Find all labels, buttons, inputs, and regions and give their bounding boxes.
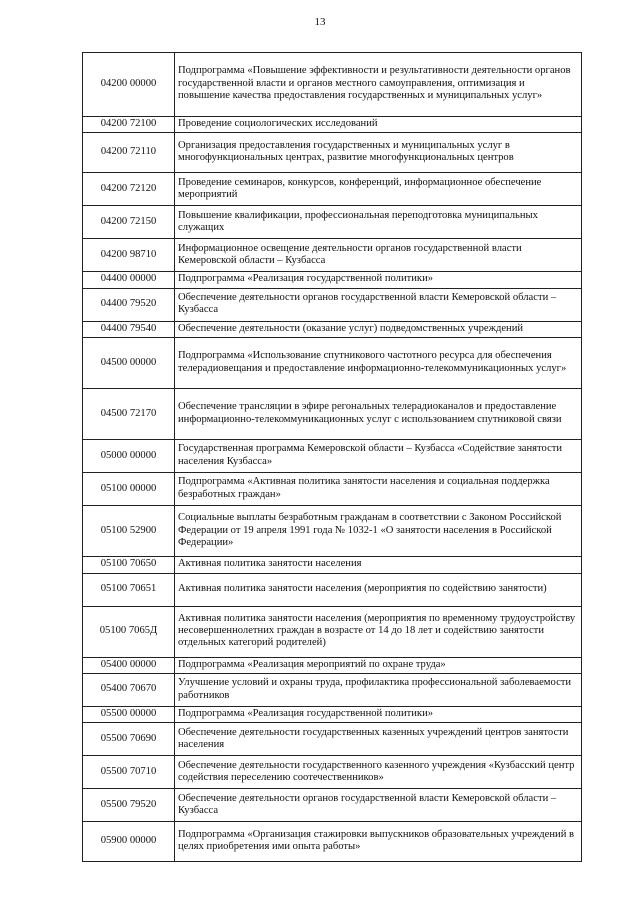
table-row [83,272,582,288]
row-code: 04500 72170 [83,389,175,440]
row-description: Подпрограмма «Организация стажировки выпускников образовательных учреждений в целях приобретения ими опыта работы» [175,822,582,862]
row-code: 05400 70670 [83,674,175,707]
row-description: Проведение социологических исследований [175,117,582,133]
row-code: 04500 00000 [83,338,175,389]
table-row [83,173,582,206]
row-description: Подпрограмма «Реализация государственной политики» [175,707,582,723]
row-description: Обеспечение деятельности органов государственной власти Кемеровской области – Кузбасса [175,789,582,822]
row-code: 05500 70690 [83,723,175,756]
table-row [83,321,582,337]
table-row [83,133,582,173]
row-code: 05500 00000 [83,707,175,723]
row-code: 05100 00000 [83,473,175,506]
row-code: 05400 00000 [83,657,175,673]
table-row [83,288,582,321]
row-description: Улучшение условий и охраны труда, профилактика профессиональной заболеваемости работников [175,674,582,707]
row-code: 05500 79520 [83,789,175,822]
row-description: Подпрограмма «Реализация государственной политики» [175,272,582,288]
row-code: 04200 72110 [83,133,175,173]
row-code: 05900 00000 [83,822,175,862]
table-row [83,506,582,557]
row-code: 05500 70710 [83,756,175,789]
table-row [83,389,582,440]
table-row [83,117,582,133]
row-code: 04400 00000 [83,272,175,288]
row-code: 04200 72100 [83,117,175,133]
row-description: Активная политика занятости населения [175,557,582,573]
table-row [83,206,582,239]
row-code: 04200 98710 [83,239,175,272]
row-description: Обеспечение деятельности государственного казенного учреждения «Кузбасский центр содействия переселению соотечественников» [175,756,582,789]
row-code: 05100 70650 [83,557,175,573]
table-row [83,822,582,862]
row-description: Подпрограмма «Активная политика занятости населения и социальная поддержка безработных граждан» [175,473,582,506]
table-row [83,338,582,389]
row-code: 05100 52900 [83,506,175,557]
table-row [83,440,582,473]
row-code: 05100 70651 [83,573,175,606]
row-code: 04400 79520 [83,288,175,321]
row-description: Обеспечение деятельности органов государственной власти Кемеровской области – Кузбасса [175,288,582,321]
row-description: Подпрограмма «Повышение эффективности и результативности деятельности органов государственной власти и органов местного самоуправления, оптимизация и повышение качества предоставления государственных и муниципальных услуг» [175,53,582,117]
table-row [83,707,582,723]
row-description: Проведение семинаров, конкурсов, конференций, информационное обеспечение мероприятий [175,173,582,206]
row-description: Подпрограмма «Реализация мероприятий по охране труда» [175,657,582,673]
table-row [83,239,582,272]
table-row [83,53,582,117]
table-row [83,657,582,673]
row-description: Обеспечение трансляции в эфире регональных телерадиоканалов и предоставление информационно-телекоммуникационных услуг с использованием спутниковой связи [175,389,582,440]
row-code: 05000 00000 [83,440,175,473]
row-description: Обеспечение деятельности (оказание услуг) подведомственных учреждений [175,321,582,337]
row-description: Информационное освещение деятельности органов государственной власти Кемеровской области – Кузбасса [175,239,582,272]
row-description: Социальные выплаты безработным гражданам в соответствии с Законом Российской Федерации от 19 апреля 1991 года № 1032-1 «О занятости населения в Российской Федерации» [175,506,582,557]
table-row [83,674,582,707]
table-row [83,557,582,573]
row-code: 05100 7065Д [83,606,175,657]
row-description: Активная политика занятости населения (мероприятия по временному трудоустройству несовершеннолетних граждан в возрасте от 14 до 18 лет и содействию занятости отдельных категорий родителей) [175,606,582,657]
row-code: 04200 72120 [83,173,175,206]
row-code: 04400 79540 [83,321,175,337]
page-number: 13 [314,16,326,28]
table-row [83,723,582,756]
table-row [83,606,582,657]
table-row [83,789,582,822]
table-row [83,573,582,606]
row-code: 04200 00000 [83,53,175,117]
budget-code-table [82,52,582,862]
row-description: Обеспечение деятельности государственных казенных учреждений центров занятости населения [175,723,582,756]
row-description: Организация предоставления государственных и муниципальных услуг в многофункциональных центрах, развитие многофункциональных центров [175,133,582,173]
row-description: Активная политика занятости населения (мероприятия по содействию занятости) [175,573,582,606]
row-description: Повышение квалификации, профессиональная переподготовка муниципальных служащих [175,206,582,239]
table-row [83,473,582,506]
row-description: Государственная программа Кемеровской области – Кузбасса «Содействие занятости населения Кузбасса» [175,440,582,473]
row-code: 04200 72150 [83,206,175,239]
row-description: Подпрограмма «Использование спутникового частотного ресурса для обеспечения телерадиовещания и предоставление информационно-телекоммуникационных услуг» [175,338,582,389]
table-row [83,756,582,789]
